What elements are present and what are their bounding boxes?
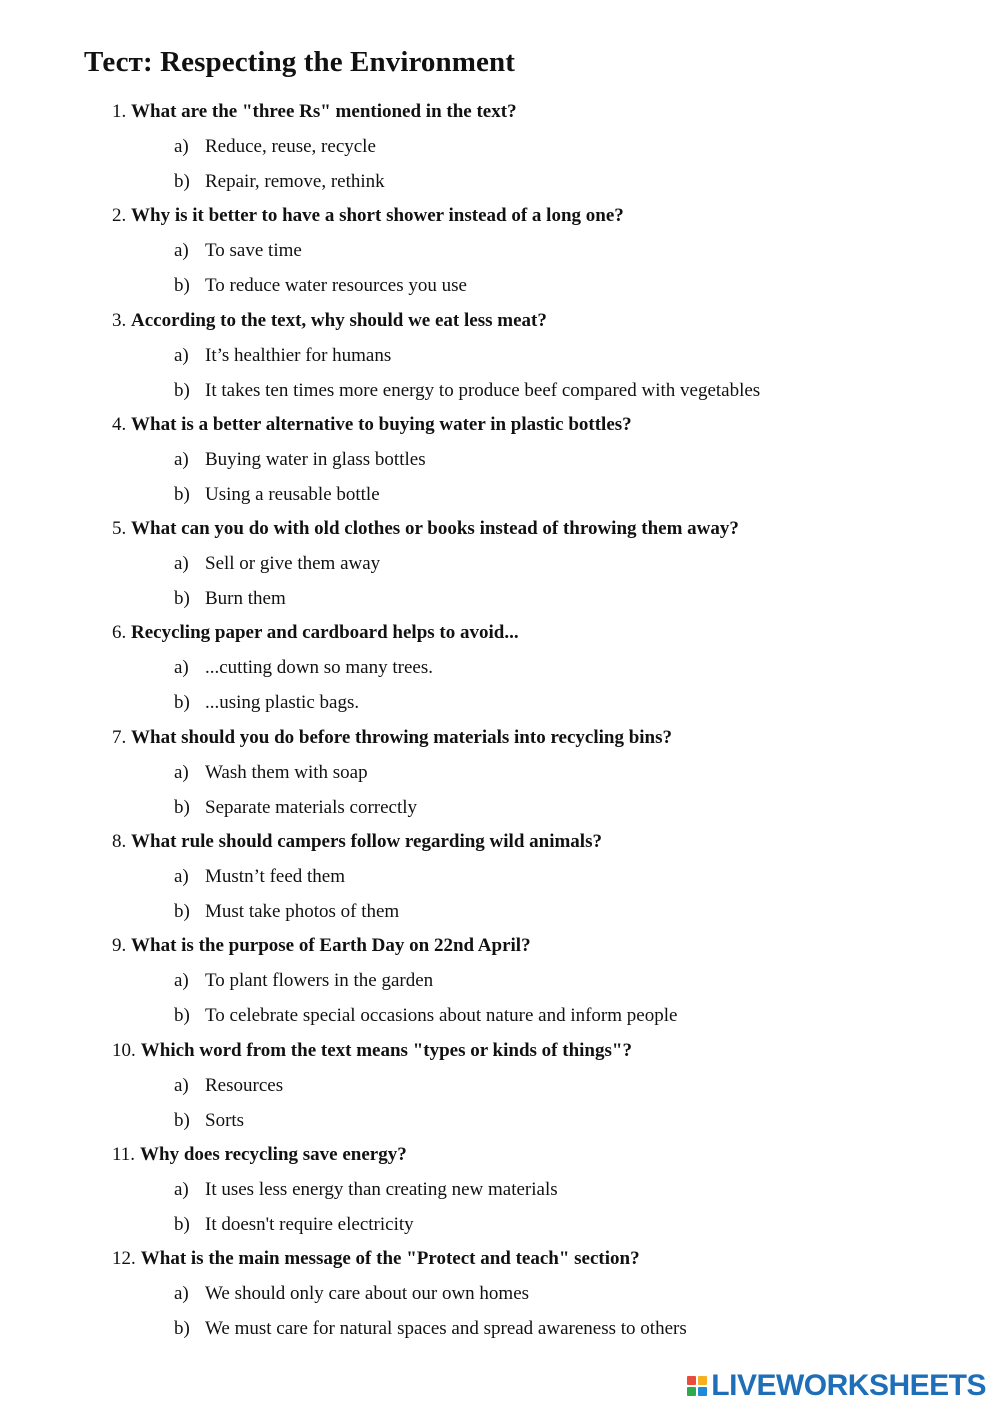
logo-square-blue [698,1387,707,1396]
question-line [112,619,519,647]
option-a[interactable] [174,446,426,474]
liveworksheets-logo[interactable] [687,1368,986,1404]
option-text: Resources [205,1074,284,1096]
question-line [112,1245,640,1273]
question-text: Why is it better to have a short shower instead of a long one? [131,205,624,227]
question-number: 5. [112,518,127,540]
question-line [112,828,602,856]
option-letter: a) [174,1178,189,1200]
question-text: What are the "three Rs" mentioned in the text? [131,101,517,122]
logo-square-yellow [698,1376,707,1385]
question-5 [0,515,1000,619]
question-number: 7. [112,726,127,748]
option-b[interactable] [174,1315,687,1343]
option-letter: a) [174,761,189,783]
option-letter: a) [174,970,189,992]
option-letter: a) [174,657,189,679]
option-b[interactable] [174,168,385,196]
question-10 [0,1037,1000,1141]
option-letter: a) [174,240,189,262]
question-text: According to the text, why should we eat less meat? [131,309,547,331]
logo-square-red [687,1376,696,1385]
option-text: Sorts [205,1109,245,1131]
option-text: To save time [205,240,302,262]
question-line [112,724,672,752]
option-text: It’s healthier for humans [205,344,392,366]
option-a[interactable] [174,759,368,787]
question-line [112,1037,632,1065]
option-letter: b) [174,588,190,610]
question-9 [0,932,1000,1036]
question-number: 2. [112,205,127,227]
option-a[interactable] [174,967,433,995]
option-text: Repair, remove, rethink [205,171,385,192]
logo-square-green [687,1387,696,1396]
option-text: We must care for natural spaces and spread awareness to others [205,1318,687,1340]
question-text: What is the main message of the "Protect and teach" section? [140,1248,640,1270]
option-letter: b) [174,379,190,401]
question-11 [0,1141,1000,1245]
option-letter: a) [174,1283,189,1305]
question-4 [0,411,1000,515]
logo-mark-icon [687,1376,707,1396]
option-letter: b) [174,796,190,818]
question-2 [0,202,1000,306]
option-b[interactable] [174,1107,244,1135]
page-title: Тест: Respecting the Environment [84,46,515,78]
option-text: ...using plastic bags. [205,692,360,714]
option-letter: a) [174,136,189,157]
option-text: Buying water in glass bottles [205,448,426,470]
option-text: Burn them [205,588,286,610]
option-text: It takes ten times more energy to produce beef compared with vegetables [205,379,761,401]
option-text: Reduce, reuse, recycle [205,136,376,157]
question-text: What is the purpose of Earth Day on 22nd April? [131,935,531,957]
question-text: What should you do before throwing materials into recycling bins? [131,726,673,748]
option-a[interactable] [174,237,302,265]
question-text: Why does recycling save energy? [140,1143,407,1165]
question-line [112,98,517,126]
option-letter: a) [174,553,189,575]
logo-text: LIVEWORKSHEETS [711,1369,986,1402]
question-8 [0,828,1000,932]
option-letter: b) [174,483,190,505]
question-number: 9. [112,935,127,957]
option-letter: a) [174,1074,189,1096]
option-letter: b) [174,1213,190,1235]
option-text: To celebrate special occasions about nature and inform people [205,1005,678,1027]
question-text: Recycling paper and cardboard helps to avoid... [131,622,519,644]
question-number: 8. [112,831,127,853]
option-letter: b) [174,1109,190,1131]
option-text: Using a reusable bottle [205,483,380,505]
option-a[interactable] [174,550,380,578]
question-line [112,202,624,230]
question-line [112,1141,407,1169]
option-b[interactable] [174,898,399,926]
option-letter: a) [174,344,189,366]
option-letter: b) [174,692,190,714]
question-number: 4. [112,413,127,435]
option-a[interactable] [174,1072,283,1100]
option-b[interactable] [174,377,760,405]
question-3 [0,307,1000,411]
option-text: Sell or give them away [205,553,381,575]
option-text: Separate materials correctly [205,796,418,818]
option-letter: b) [174,1318,190,1340]
option-letter: a) [174,448,189,470]
option-letter: a) [174,866,189,888]
option-letter: b) [174,171,190,192]
option-b[interactable] [174,1002,677,1030]
option-b[interactable] [174,585,286,613]
option-text: It uses less energy than creating new materials [205,1178,558,1200]
option-a[interactable] [174,654,433,682]
option-text: It doesn't require electricity [205,1213,414,1235]
question-text: What can you do with old clothes or books instead of throwing them away? [131,518,739,540]
option-a[interactable] [174,863,345,891]
question-line [112,307,547,335]
question-list [0,98,1000,1350]
question-1 [0,98,1000,202]
question-number: 12. [112,1248,136,1270]
option-text: Must take photos of them [205,901,400,923]
option-text: We should only care about our own homes [205,1283,530,1305]
option-b[interactable] [174,689,359,717]
option-b[interactable] [174,1211,414,1239]
question-number: 10. [112,1039,136,1061]
question-line [112,515,739,543]
option-letter: b) [174,275,190,297]
question-7 [0,724,1000,828]
option-a[interactable] [174,1280,529,1308]
option-text: To plant flowers in the garden [205,970,434,992]
question-6 [0,619,1000,723]
option-b[interactable] [174,481,380,509]
question-12 [0,1245,1000,1349]
question-number: 11. [112,1143,136,1165]
option-b[interactable] [174,794,417,822]
option-a[interactable] [174,133,376,161]
option-a[interactable] [174,342,391,370]
question-number: 3. [112,309,127,331]
question-text: What rule should campers follow regarding wild animals? [131,831,602,853]
option-text: ...cutting down so many trees. [205,657,433,679]
question-line [112,932,531,960]
question-text: Which word from the text means "types or kinds of things"? [140,1039,632,1061]
question-number: 1. [112,101,127,122]
question-line [112,411,632,439]
option-a[interactable] [174,1176,558,1204]
option-text: Mustn’t feed them [205,866,346,888]
option-letter: b) [174,1005,190,1027]
question-number: 6. [112,622,127,644]
option-letter: b) [174,901,190,923]
option-b[interactable] [174,272,467,300]
option-text: Wash them with soap [205,761,368,783]
option-text: To reduce water resources you use [205,275,467,297]
question-text: What is a better alternative to buying water in plastic bottles? [131,413,632,435]
